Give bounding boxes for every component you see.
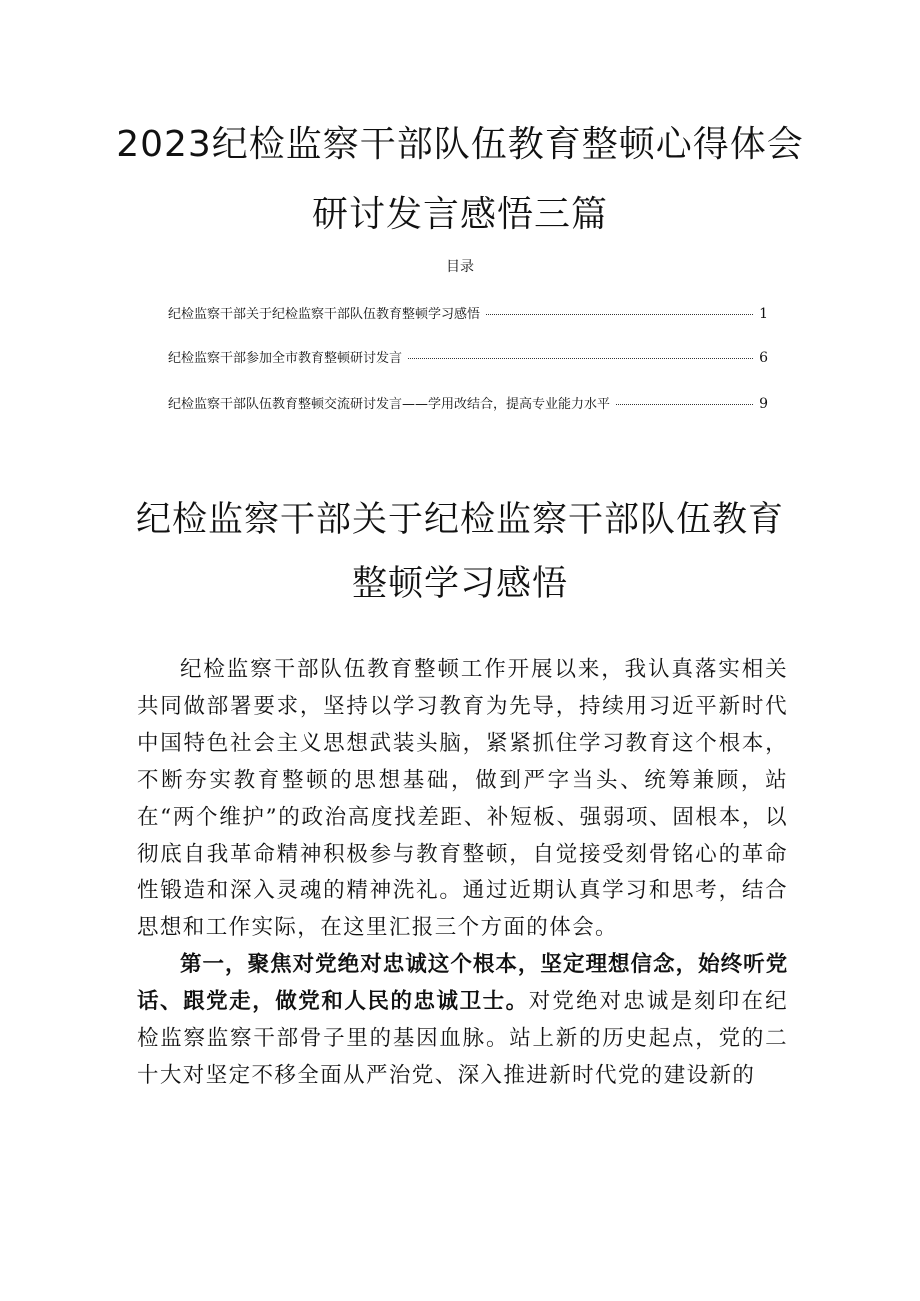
toc-entry-label: 纪检监察干部队伍教育整顿交流研讨发言——学用改结合，提高专业能力水平 <box>168 397 611 412</box>
section-title-line-1: 纪检监察干部关于纪检监察干部队伍教育 <box>135 500 784 540</box>
document-title-line-1: 2023纪检监察干部队伍教育整顿心得体会 <box>116 124 804 165</box>
document-title-line-2: 研讨发言感悟三篇 <box>311 194 608 235</box>
toc-heading: 目录 <box>446 259 474 275</box>
paragraph-2-body: 对党绝对忠诚是刻印在纪检监察监察干部骨子里的基因血脉。站上新的历史起点，党的二十大对坚定不移全面从严治党、深入推进新时代党的建设新的 <box>137 989 788 1088</box>
toc-dot-leader <box>486 314 753 315</box>
paragraph-2 <box>137 947 788 1095</box>
toc-entry-page: 6 <box>759 350 768 366</box>
toc-entry-label: 纪检监察干部参加全市教育整顿研讨发言 <box>168 351 403 366</box>
toc-entry-page: 9 <box>759 396 768 412</box>
toc-entry[interactable] <box>168 303 768 322</box>
section-title-line-2: 整顿学习感悟 <box>351 564 568 604</box>
toc-dot-leader <box>408 358 753 359</box>
toc-entry-label: 纪检监察干部关于纪检监察干部队伍教育整顿学习感悟 <box>168 307 481 322</box>
toc-entry[interactable] <box>168 393 768 412</box>
toc-entry[interactable] <box>168 347 768 366</box>
paragraph-1: 纪检监察干部队伍教育整顿工作开展以来，我认真落实相关共同做部署要求，坚持以学习教育为先导，持续用习近平新时代中国特色社会主义思想武装头脑，紧紧抓住学习教育这个根本，不断夯实教育整顿的思想基础，做到严字当头、统筹兼顾，站在“两个维护”的政治高度找差距、补短板、强弱项、固根本，以彻底自我革命精神积极参与教育整顿，自觉接受刻骨铭心的革命性锻造和深入灵魂的精神洗礼。通过近期认真学习和思考，结合思想和工作实际，在这里汇报三个方面的体会。 <box>137 657 788 941</box>
paragraph-2-bold-lead: 第一，聚焦对党绝对忠诚这个根本，坚定理想信念，始终听党话、跟党走，做党和人民的忠诚卫士。 <box>137 952 788 1015</box>
toc-dot-leader <box>616 404 753 405</box>
toc-entry-page: 1 <box>759 306 768 322</box>
body-text <box>137 652 788 1095</box>
